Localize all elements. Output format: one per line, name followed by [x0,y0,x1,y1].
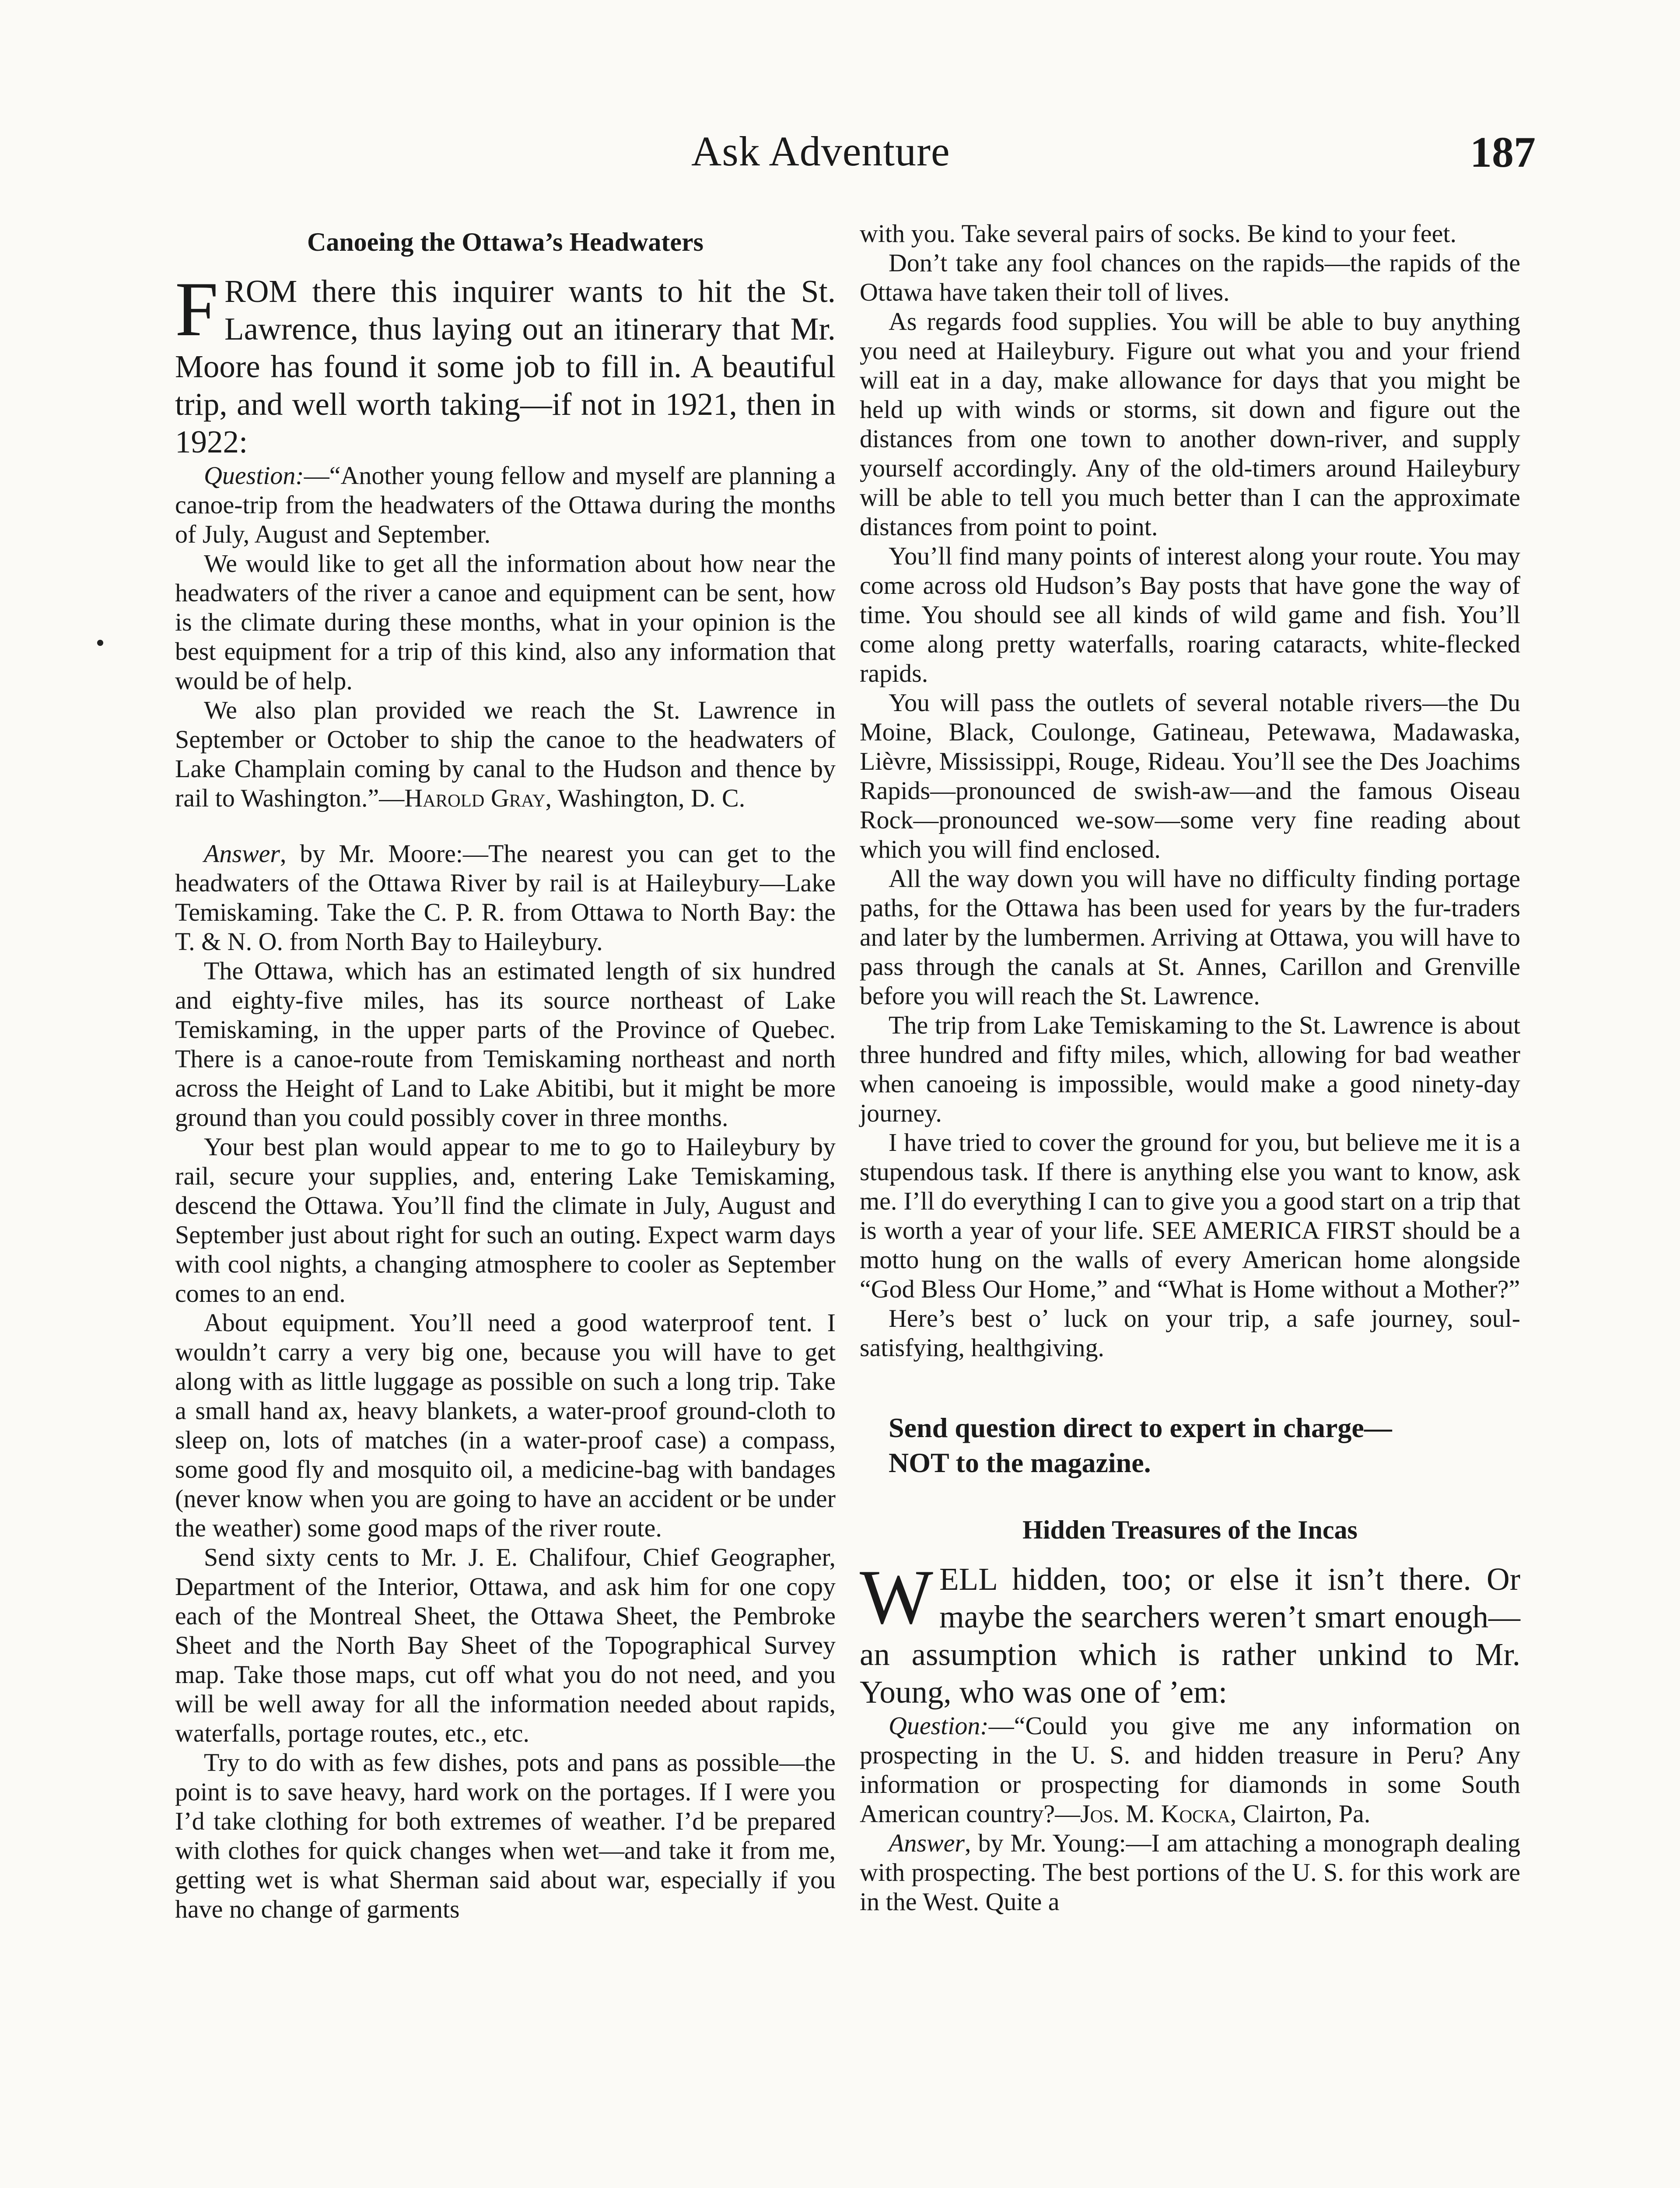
question-paragraph [175,461,836,549]
right-column [860,219,1520,1916]
answer-paragraph-food: As regards food supplies. You will be able to buy anything you need at Haileybury. Figure out what you and your friend will eat in a day, make allowance for days that you might be held up with winds or storms, sit down and figure out the distances from one town to another down-river, and supply yourself accordingly. Any of the old-timers around Haileybury will be able to tell you much better than I can the approximate distances from point to point. [860,307,1520,541]
answer-paragraph-maps: Send sixty cents to Mr. J. E. Chalifour, Chief Geographer, Department of the Interior, Ottawa, and ask him for one copy each of the Montreal Sheet, the Ottawa Sheet, the Pembroke Sheet and the North Bay Sheet of the Topographical Survey map. Take those maps, cut off what you do not need, and you will be well away for all the information needed about rapids, waterfalls, portage routes, etc., etc. [175,1543,836,1747]
question-text: —“Could you give me any information on prospecting in the U. S. and hidden treasure in Peru? Any information or prospecting for diamonds in some South American country?— [860,1711,1520,1828]
question-text-3: We also plan provided we reach the St. Lawrence in September or October to ship the canoe to the headwaters of Lake Champlain coming by canal to the Hudson and thence by rail to Washington.”— [175,696,836,812]
left-column [175,219,836,1924]
drop-cap: F [175,266,218,352]
answer-paragraph-equipment: About equipment. You’ll need a good waterproof tent. I wouldn’t carry a very big one, because you will have to get along with as little luggage as possible on such a long trip. Take a small hand ax, heavy blankets, a water-proof ground-cloth to sleep on, lots of matches (in a water-proof case) a compass, some good fly and mosquito oil, a medicine-bag with bandages (never know when you are going to have an accident or be under the weather) some good maps of the river route. [175,1308,836,1542]
drop-cap: W [860,1553,934,1640]
article-title-canoeing: Canoeing the Ottawa’s Headwaters [307,228,704,256]
answer-paragraph-trip: The trip from Lake Temiskaming to the St. Lawrence is about three hundred and fifty miles, which, allowing for bad weather when canoeing is impossible, would make a good ninety-day journey. [860,1011,1520,1127]
answer-paragraph-portage: All the way down you will have no difficulty finding portage paths, for the Ottawa has been used for years by the fur-traders and later by the lumbermen. Arriving at Ottawa, you will have to pass through the canals at St. Annes, Carillon and Grenville before you will reach the St. Lawrence. [860,864,1520,1010]
signature-name: Harold Gray [404,784,546,812]
answer-intro: , by Mr. Moore:—The nearest you can get to the headwaters of the Ottawa River by rail is at Haileybury—Lake Temiskaming. Take the C. P. R. from Ottawa to North Bay: the T. & N. O. from North Bay to Haileybury. [175,839,836,956]
article2-answer [860,1828,1520,1916]
spacer [860,1362,1520,1410]
answer-continued: with you. Take several pairs of socks. Be kind to your feet. [860,219,1456,248]
question-text: —“Another young fellow and myself are planning a canoe-trip from the headwaters of the Ottawa during the months of July, August and September. [175,461,836,548]
answer-paragraph-rivers: You will pass the outlets of several notable rivers—the Du Moine, Black, Coulonge, Gatineau, Petewawa, Madawaska, Lièvre, Mississippi, Rouge, Rideau. You’ll see the Des Joachims Rapids—pronounced de swish-aw—and the famous Oiseau Rock—pronounced we-sow—some very fine reading about which you will find enclosed. [860,688,1520,863]
notice-line-2: NOT to the magazine. [889,1447,1151,1478]
answer-label: Answer [889,1829,965,1857]
answer-text: , by Mr. Young:—I am attaching a monograph dealing with prospecting. The best portions of the U. S. for this work are in the West. Quite a [860,1829,1520,1916]
answer-label: Answer [204,839,280,868]
page-number: 187 [1470,128,1536,176]
intro-text: ROM there this inquirer wants to hit the St. Lawrence, thus laying out an itinerary that Mr. Moore has found it some job to fill in. A beautiful trip, and well worth taking—if not in 1921, then in 1922: [175,274,836,459]
answer-paragraph [175,839,836,956]
answer-paragraph-rapids: Don’t take any fool chances on the rapids—the rapids of the Ottawa have taken their toll of lives. [860,249,1520,306]
signature-name: Jos. M. Kocka [1080,1799,1230,1828]
question-paragraph-2: We would like to get all the information about how near the headwaters of the river a canoe and equipment can be sent, how is the climate during these months, what in your opinion is the best equipment for a trip of this kind, also any information that would be of help. [175,549,836,695]
question-paragraph-3 [175,695,836,813]
answer-paragraph-interest: You’ll find many points of interest along your route. You may come across old Hudson’s Bay posts that have gone the way of time. You should see all kinds of wild game and fish. You’ll come along pretty waterfalls, roaring cataracts, white-flecked rapids. [860,542,1520,687]
article2-intro [860,1553,1520,1711]
spacer [860,1480,1520,1507]
answer-paragraph-luck: Here’s best o’ luck on your trip, a safe journey, soul-satisfying, healthgiving. [860,1304,1520,1362]
intro-text: ELL hidden, too; or else it isn’t there. Or maybe the searchers weren’t smart enough—an assumption which is rather unkind to Mr. Young, who was one of ’em: [860,1561,1520,1710]
answer-paragraph-dishes: Try to do with as few dishes, pots and pans as possible—the point is to save heavy, hard work on the portages. If I were you I’d take clothing for both extremes of weather. I’d be prepared with clothes for quick changes when wet—and take it from me, getting wet is what Sherman said about war, especially if you have no change of garments [175,1748,836,1923]
article2-question [860,1711,1520,1828]
article-intro [175,266,836,461]
signature-place: , Clairton, Pa. [1230,1799,1371,1828]
ink-speck [97,640,103,646]
notice-line-1: Send question direct to expert in charge— [889,1412,1392,1443]
question-label: Question: [889,1711,989,1740]
question-label: Question: [204,461,304,490]
running-head: Ask Adventure [691,128,950,175]
signature-place: , Washington, D. C. [545,784,746,812]
answer-paragraph-ground: I have tried to cover the ground for you, but believe me it is a stupendous task. If there is anything else you want to know, ask me. I’ll do everything I can to give you a good start on a trip that is worth a year of your life. SEE AMERICA FIRST should be a motto hung on the walls of every American home alongside “God Bless Our Home,” and “What is Home without a Mother?” [860,1128,1520,1303]
article-title-incas: Hidden Treasures of the Incas [1022,1515,1358,1544]
answer-paragraph-ottawa: The Ottawa, which has an estimated length of six hundred and eighty-five miles, has its source northeast of Lake Temiskaming, in the upper parts of the Province of Quebec. There is a canoe-route from Temiskaming northeast and north across the Height of Land to Lake Abitibi, but it might be more ground than you could possibly cover in three months. [175,957,836,1132]
spacer [175,813,836,839]
answer-paragraph-plan: Your best plan would appear to me to go to Haileybury by rail, secure your supplies, and, entering Lake Temiskaming, descend the Ottawa. You’ll find the climate in July, August and September just about right for such an outing. Expect warm days with cool nights, a changing atmosphere to cooler as September comes to an end. [175,1133,836,1308]
